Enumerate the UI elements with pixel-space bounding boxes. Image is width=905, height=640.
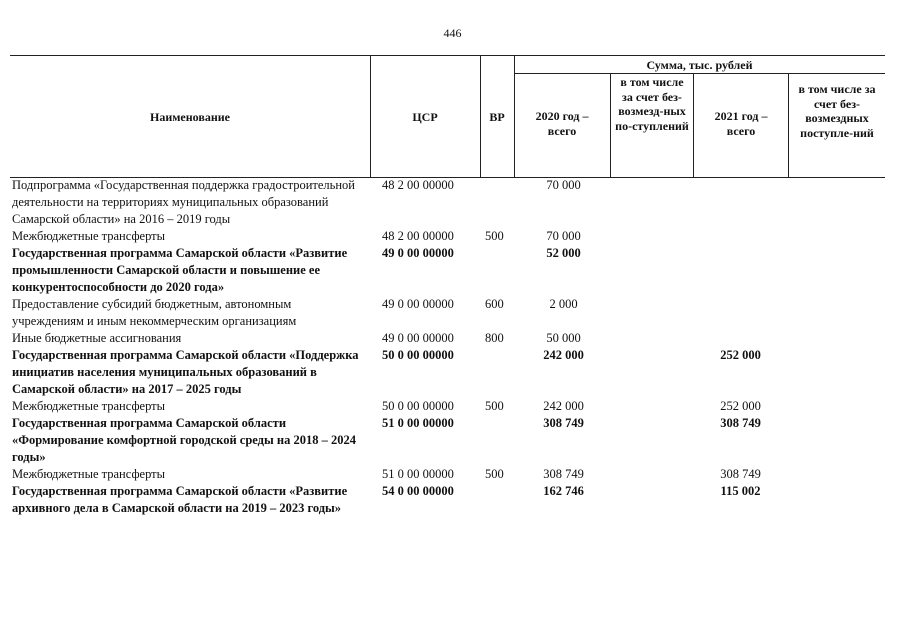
table-row: [0, 466, 905, 483]
row-sum-2020: 308 749: [543, 467, 584, 481]
row-sum-2020: 70 000: [546, 229, 581, 243]
row-csr: 51 0 00 00000: [382, 416, 454, 430]
row-vr: 600: [485, 297, 504, 311]
column-header-2020-gratuitous: в том числе за счет без-возмезд-ных по-ступлений: [615, 75, 689, 133]
row-csr: 49 0 00 00000: [382, 246, 454, 260]
column-header-sum: Сумма, тыс. рублей: [646, 58, 753, 72]
row-csr: 54 0 00 00000: [382, 484, 454, 498]
row-name: Иные бюджетные ассигнования: [12, 331, 182, 345]
row-sum-2021: 308 749: [720, 416, 761, 430]
table-row: [0, 228, 905, 245]
column-header-2021-total: 2021 год – всего: [714, 109, 768, 138]
column-header-2021-gratuitous: в том числе за счет без-возмездных поступле-ний: [798, 82, 876, 140]
column-header-name: Наименование: [150, 110, 230, 124]
row-vr: 800: [485, 331, 504, 345]
row-csr: 50 0 00 00000: [382, 399, 454, 413]
row-name: Подпрограмма «Государственная поддержка градостроительной деятельности на территориях муниципальных образований Самарской области» на 2016 – 2019 годы: [12, 178, 355, 226]
row-sum-2021: 252 000: [720, 348, 761, 362]
budget-table-body: [0, 177, 905, 517]
row-sum-2020: 242 000: [543, 348, 584, 362]
row-sum-2020: 2 000: [549, 297, 578, 311]
row-name: Межбюджетные трансферты: [12, 229, 166, 243]
row-name: Государственная программа Самарской области «Развитие архивного дела в Самарской области на 2019 – 2023 годы»: [12, 484, 348, 515]
row-csr: 50 0 00 00000: [382, 348, 454, 362]
row-csr: 49 0 00 00000: [382, 331, 454, 345]
header-divider: [693, 73, 694, 177]
table-row: [0, 347, 905, 398]
row-vr: 500: [485, 229, 504, 243]
table-row: [0, 483, 905, 517]
column-header-2020-total: 2020 год – всего: [535, 109, 589, 138]
row-sum-2020: 308 749: [543, 416, 584, 430]
table-top-border: [10, 55, 885, 56]
table-row: [0, 177, 905, 228]
header-divider: [788, 73, 789, 177]
row-csr: 48 2 00 00000: [382, 229, 454, 243]
table-row: [0, 415, 905, 466]
row-sum-2020: 70 000: [546, 178, 581, 192]
row-sum-2020: 162 746: [543, 484, 584, 498]
row-csr: 49 0 00 00000: [382, 297, 454, 311]
row-name: Межбюджетные трансферты: [12, 467, 166, 481]
row-name: Государственная программа Самарской области «Поддержка инициатив населения муниципальных образований в Самарской области» на 2017 – 2025 годы: [12, 348, 359, 396]
row-name: Государственная программа Самарской области «Формирование комфортной городской среды на 2018 – 2024 годы»: [12, 416, 356, 464]
row-name: Межбюджетные трансферты: [12, 399, 166, 413]
column-header-vr: ВР: [489, 110, 505, 124]
table-row: [0, 245, 905, 296]
row-csr: 48 2 00 00000: [382, 178, 454, 192]
row-sum-2021: 308 749: [720, 467, 761, 481]
row-sum-2020: 242 000: [543, 399, 584, 413]
page-number: 446: [443, 26, 462, 40]
table-row: [0, 330, 905, 347]
row-csr: 51 0 00 00000: [382, 467, 454, 481]
table-row: [0, 296, 905, 330]
row-sum-2020: 52 000: [546, 246, 581, 260]
row-sum-2021: 115 002: [720, 484, 761, 498]
row-name: Государственная программа Самарской области «Развитие промышленности Самарской области и повышение ее конкурентоспособности до 2020 года»: [12, 246, 348, 294]
table-row: [0, 398, 905, 415]
row-sum-2020: 50 000: [546, 331, 581, 345]
row-sum-2021: 252 000: [720, 399, 761, 413]
header-divider: [514, 73, 885, 74]
row-vr: 500: [485, 467, 504, 481]
row-name: Предоставление субсидий бюджетным, автономным учреждениям и иным некоммерческим организациям: [12, 297, 297, 328]
header-divider: [610, 73, 611, 177]
column-header-csr: ЦСР: [412, 110, 438, 124]
row-vr: 500: [485, 399, 504, 413]
